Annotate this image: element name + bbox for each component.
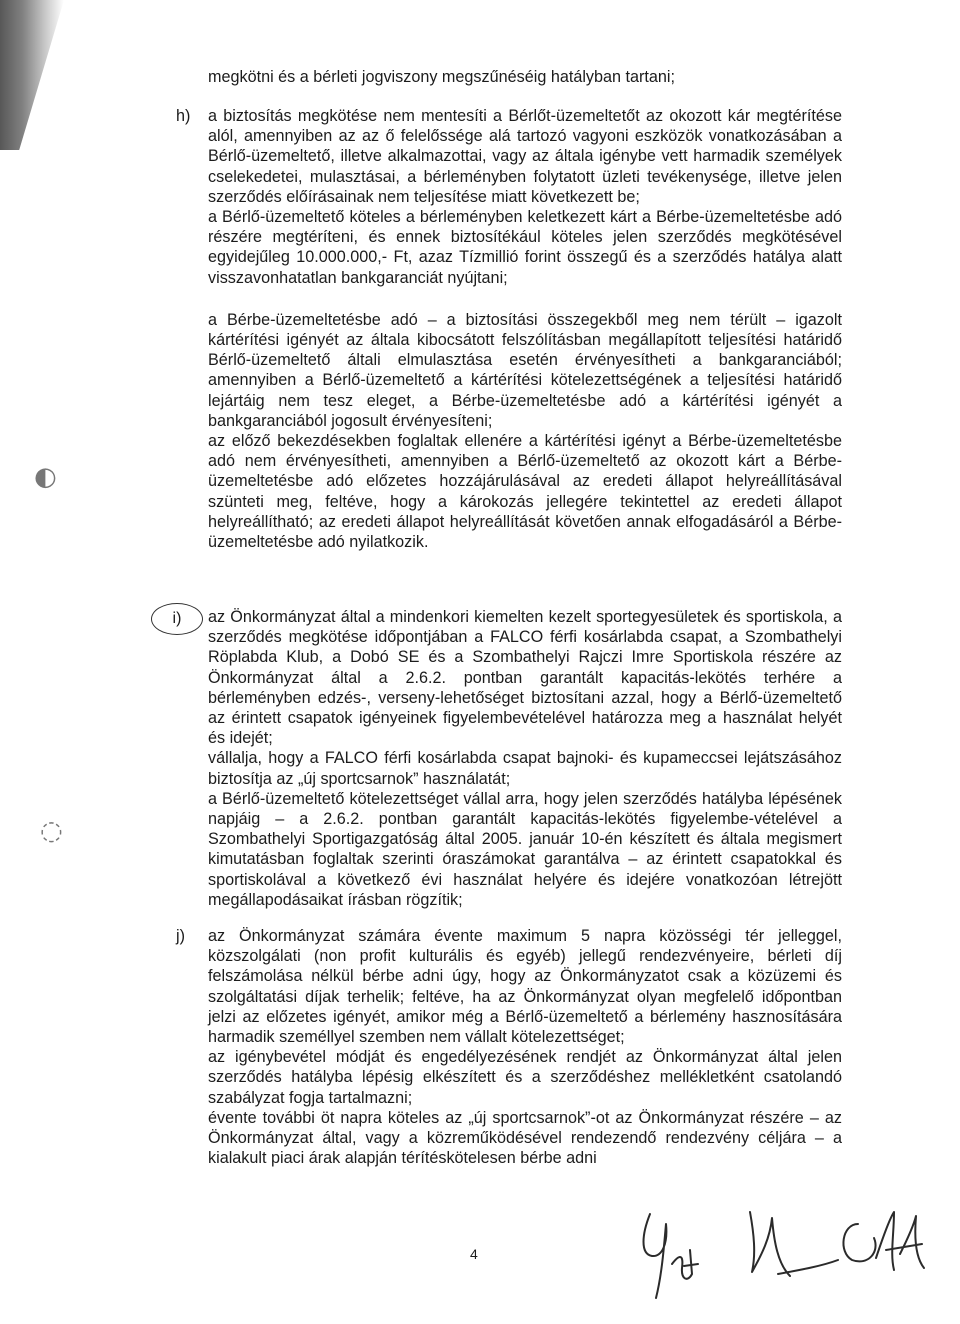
item-h: [208, 106, 842, 552]
item-i-paragraph: az Önkormányzat által a mindenkori kiemelten kezelt sportegyesületek és sportiskola, a szerződés megkötése időpontjában a FALCO férfi kosárlabda csapat, a Szombathelyi Röplabda Klub, a Dobó SE és a Szombathelyi Rajczi Imre Sportiskola részére az Önkormányzat által a 2.6.2. pontban garantált kapacitás-lekötés terhére a bérleményben edzés-, verseny-lehetőséget biztosítani azzal, hogy a Bérlő-üzemeltető az érintett csapatok igényeinek figyelembevételével határozza meg a használat helyét és idejét;: [208, 608, 842, 748]
punch-hole-icon: ◌: [40, 816, 63, 846]
item-i-paragraph: a Bérlő-üzemeltető kötelezettséget vállal arra, hogy jelen szerződés hatályba lépésének napjáig – a 2.6.2. pontban garantált kapacitás-lekötés figyelembe-vételével a Szombathelyi Sportigazgatóság által 2005. január 10-én készített és általa megismert kimutatásban foglaltak szerinti óraszámokat garantálva – az érintett csapatokkal és sportiskolával a következő évi használat helyére és idejére vonatkozóan létrejött megállapodásaikat írásban rögzítik;: [208, 789, 842, 909]
scan-edge-shadow: [0, 0, 64, 150]
item-j-marker: j): [176, 927, 185, 945]
item-h-paragraph: a Bérbe-üzemeltetésbe adó – a biztosítási összegekből meg nem térült – igazolt kártérítési igényét az általa kibocsátott felszólításban megállapított teljesítési határidő Bérlő-üzemeltető általi elmulasztása esetén érvényesítheti a bankgaranciából; amennyiben a Bérlő-üzemeltető a kártérítési kötelezettségének a teljesítési határidő lejártáig nem tesz eleget, a Bérbe-üzemeltetésbe adó a kártérítési igényét a bankgaranciából jogosult érvényesíteni;: [208, 310, 842, 430]
intro-line: [208, 67, 842, 87]
item-i: [208, 607, 842, 910]
item-h-paragraph: az előző bekezdésekben foglaltak ellenére a kártérítési igényt a Bérbe-üzemeltetésbe adó nem érvényesítheti, amennyiben a Bérlő-üzemeltető az okozott kárt a Bérbe-üzemeltetésbe adó előzetes hozzájárulásával az eredeti állapot helyreállításával szünteti meg, feltéve, hogy a károkozás jellegére tekintettel az eredeti állapot helyreállítható; az eredeti állapot helyreállítását követően annak elfogadásáról a Bérbe-üzemeltetésbe adó nyilatkozik.: [208, 432, 842, 552]
item-h-paragraph: a biztosítás megkötése nem mentesíti a Bérlőt-üzemeltetőt az okozott kár megtérítése alól, amennyiben az az ő felelőssége alá tartozó vagyoni eszközök vonatkozásában a Bérlő-üzemeltető, illetve alkalmazottai, vagy az általa igénybe vett harmadik személyek cselekedetei, mulasztásai, a bérleményben folytatott üzleti tevékenysége, illetve jelen szerződés előírásainak nem teljesítése miatt következett be;: [208, 107, 842, 206]
intro-text: megkötni és a bérleti jogviszony megszűnéséig hatályban tartani;: [208, 68, 676, 86]
item-j-paragraph: évente további öt napra köteles az „új sportcsarnok”-ot az Önkormányzat részére – az Önkormányzat által, vagy a közreműködésével rendezendő rendezvény céljára – a kialakult piaci árak alapján térítéskötelesen bérbe adni: [208, 1108, 842, 1168]
item-j: [208, 926, 842, 1168]
item-h-marker: h): [176, 107, 191, 125]
item-i-marker: i): [151, 603, 203, 635]
item-h-paragraph: a Bérlő-üzemeltető köteles a bérleményben keletkezett kárt a Bérbe-üzemeltetésbe adó részére megtéríteni, és ennek biztosítékául köteles jelen szerződés megkötésével egyidejűleg 10.000.000,- Ft, azaz Tízmillió forint összegű és a szerződés hatálya alatt visszavonhatatlan bankgaranciát nyújtani;: [208, 208, 842, 287]
handwritten-signature-icon: [632, 1194, 932, 1304]
punch-hole-icon: ◐: [34, 462, 57, 492]
item-j-paragraph: az igénybevétel módját és engedélyezésének rendjét az Önkormányzat által jelen szerződés hatályba lépésig elkészített és a szerződéshez mellékletként csatolandó szabályzat fogja tartalmazni;: [208, 1048, 842, 1107]
item-i-paragraph: vállalja, hogy a FALCO férfi kosárlabda csapat bajnoki- és kupameccsei lejátszásához biztosítja az „új sportcsarnok” használatát;: [208, 749, 842, 788]
page-number: 4: [470, 1246, 478, 1262]
item-j-paragraph: az Önkormányzat számára évente maximum 5 napra közösségi tér jelleggel, közszolgálati (non profit kulturális és egyéb) jellegű rendezvényeire, bérleti díj felszámolása nélkül bérbe adni úgy, hogy az Önkormányzatot csak a közüzemi és szolgáltatási díjak terhelik; feltéve, ha az Önkormányzat olyan megfelelő időpontban jelzi az előzetes igényét, amikor még a Bérlő-üzemeltető a bérlemény hasznosítására harmadik személlyel szemben nem vállalt kötelezettséget;: [208, 927, 842, 1047]
